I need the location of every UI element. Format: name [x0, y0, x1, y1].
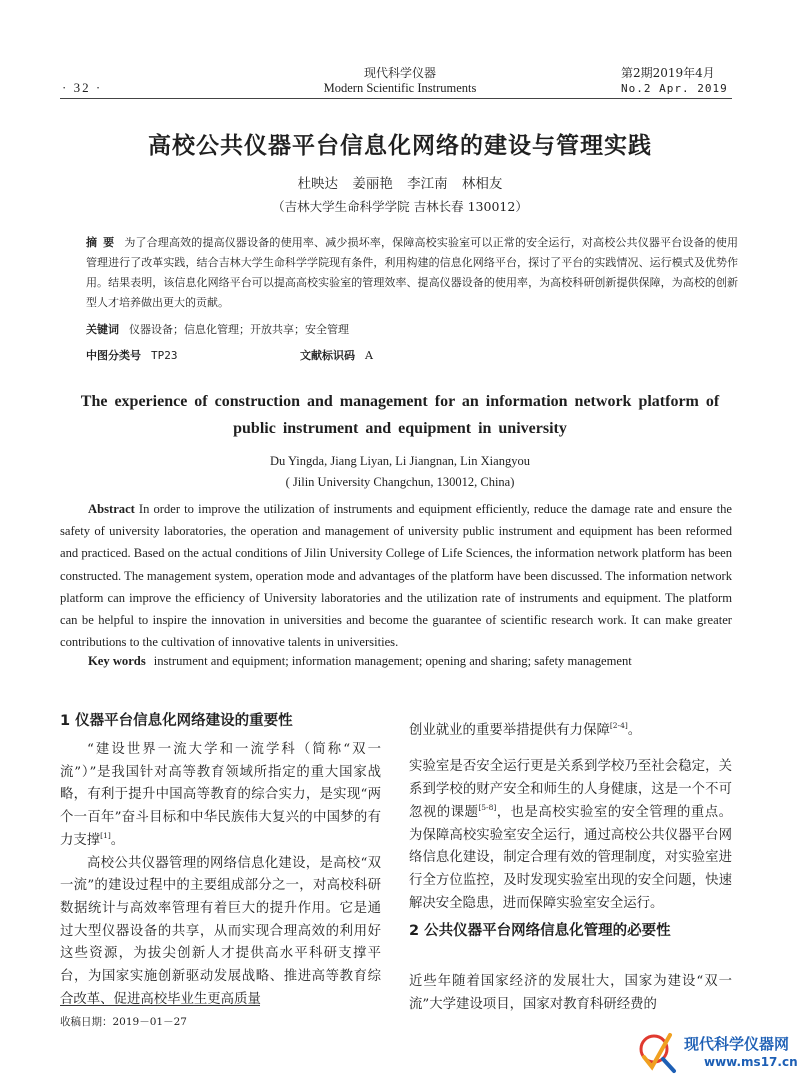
document-code-label: 文献标识码 [300, 349, 355, 362]
section-1-paragraph-1: “建设世界一流大学和一流学科（简称“双一流”）”是我国针对高等教育领域所指定的重大国家战略，有利于提升中国高等教育的综合实力，是实现“两个一百年”奋斗目标和中华民族伟大复兴的中国梦的有力支撑[1]。 [60, 742, 381, 848]
site-watermark [660, 1031, 800, 1075]
received-date-footnote: 收稿日期：2019－01－27 [60, 1016, 187, 1028]
paper-title-en-line2: public instrument and equipment in university [233, 420, 567, 437]
section-1-heading: 1 仪器平台信息化网络建设的重要性 [60, 713, 293, 729]
keywords-en [88, 654, 632, 669]
abstract-cn [86, 233, 738, 313]
citation-5-8: [5-8] [478, 802, 497, 812]
abstract-en-text: In order to improve the utilization of instruments and equipment efficiently, reduce the damage rate and ensure the safety of university laboratories, the operation and management of university public instrument and equipment has been reformed and practiced. Based on the actual conditions of Jilin University College of Life Sciences, the information network platform has been constructed. The management system, operation mode and advantages of the platform have been discussed. The information network platform can improve the efficiency of University laboratories and the utilization rate of instruments and equipment. The platform can be helpful to inspire the innovation in universities and become the guarantee of scientific research work. It can make greater contributions to the cultivation of innovative talents in universities. [60, 502, 732, 650]
citation-1: [1] [100, 830, 111, 840]
abstract-cn-text: 为了合理高效的提高仪器设备的使用率、减少损坏率，保障高校实验室可以正常的安全运行，对高校公共仪器平台设备的使用管理进行了改革实践，结合吉林大学生命科学学院现有条件，利用构建的信息化网络平台，探讨了平台的实践情况、运行模式及优势作用。结果表明，该信息化网络平台可以提高高校实验室的管理效率、提高仪器设备的使用率，为高校科研创新提供保障，为高校的创新型人才培养做出更大的贡献。 [86, 236, 739, 309]
section-1-right-column [409, 707, 732, 929]
document-code [300, 347, 373, 363]
paper-title-en-line1: The experience of construction and management for an information network platform of [80, 393, 720, 410]
journal-name-cn: 现代科学仪器 [363, 66, 436, 80]
keywords-en-label: Key words [88, 654, 146, 668]
section-1-paragraph-3: 实验室是否安全运行更是关系到学校乃至社会稳定，关系到学校的财产安全和师生的人身健康，这是一个不可忽视的课题[5-8]，也是高校实验室的安全管理的重点。为保障高校实验室安全运行，通过高校公共仪器平台网络信息化建设，制定合理有效的管理制度，对实验室进行全方位监控，及时发现实验室出现的安全问题，快速解决安全隐患，进而保障实验室安全运行。 [409, 759, 733, 911]
paper-title-en [0, 388, 800, 442]
issue-en: No.2 Apr. 2019 [621, 82, 728, 95]
watermark-name: 现代科学仪器网 [684, 1035, 790, 1053]
section-2-heading: 2 公共仪器平台网络信息化管理的必要性 [409, 923, 671, 939]
abstract-en [60, 498, 732, 653]
issue-info [621, 66, 731, 96]
authors-en: Du Yingda, Jiang Liyan, Li Jiangnan, Lin Xiangyou [270, 454, 530, 468]
citation-2-4: [2-4] [609, 721, 628, 731]
watermark-url: www.ms17.cn [704, 1055, 798, 1069]
section-1-left-column [60, 739, 381, 1011]
affiliation-cn: （吉林大学生命科学学院 吉林长春 130012） [272, 199, 528, 214]
header-rule [60, 98, 732, 99]
page-number: · 32 · [62, 80, 103, 95]
journal-name-en: Modern Scientific Instruments [323, 81, 477, 95]
section-1-paragraph-2: 高校公共仪器管理的网络信息化建设，是高校“双一流”的建设过程中的主要组成部分之一，对高校科研数据统计与高效率管理有着巨大的提升作用。它是通过大型仪器设备的共享，从而实现合理高效的利用好这些资源，为拔尖创新人才提供高水平科研支撑平台，为国家实施创新驱动发展战略、推进高等教育综合改革、促进高校毕业生更高质量 [60, 855, 381, 1007]
footnote-rule [60, 1005, 260, 1006]
abstract-cn-label: 摘要 [86, 236, 121, 249]
document-code-value: A [365, 349, 373, 362]
keywords-en-text: instrument and equipment; information management; opening and sharing; safety management [153, 654, 632, 668]
section-1-paragraph-2-continued: 创业就业的重要举措提供有力保障[2-4]。 [409, 721, 642, 739]
authors-cn: 杜映达 姜丽艳 李江南 林相友 [297, 176, 503, 192]
classification-value: TP23 [151, 349, 178, 362]
keywords-cn-text: 仪器设备；信息化管理；开放共享；安全管理 [129, 323, 349, 336]
section-2-body [409, 958, 732, 1030]
keywords-cn [86, 321, 349, 337]
classification-number [86, 347, 178, 363]
issue-cn: 第2期2019年4月 [621, 66, 715, 80]
abstract-en-label: Abstract [88, 502, 135, 516]
section-2-paragraph-1: 近些年随着国家经济的发展壮大，国家为建设“双一流”大学建设项目，国家对教育科研经费的 [409, 974, 732, 1013]
paper-title-cn: 高校公共仪器平台信息化网络的建设与管理实践 [148, 132, 652, 159]
keywords-cn-label: 关键词 [86, 323, 119, 336]
classification-label: 中图分类号 [86, 349, 141, 362]
affiliation-en: ( Jilin University Changchun, 130012, China) [285, 475, 515, 489]
